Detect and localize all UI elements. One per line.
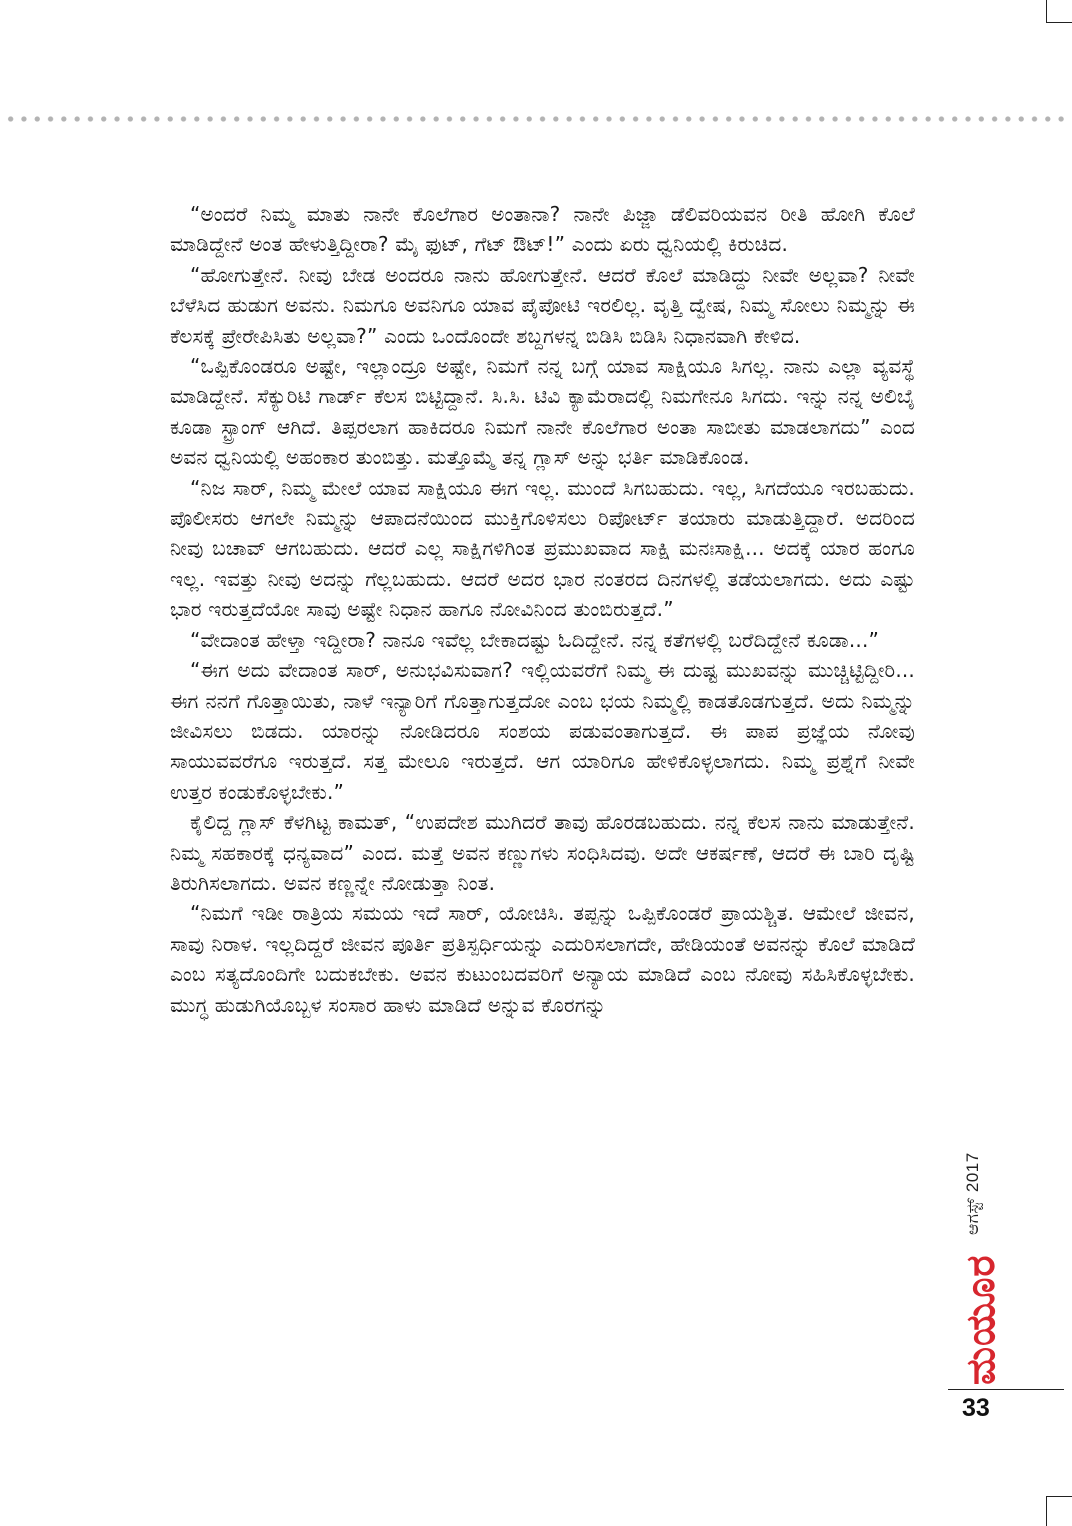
paragraph: “ಈಗ ಅದು ವೇದಾಂತ ಸಾರ್, ಅನುಭವಿಸುವಾಗ? ಇಲ್ಲಿಯವರೆಗೆ ನಿಮ್ಮ ಈ ದುಷ್ಟ ಮುಖವನ್ನು ಮುಚ್ಚಿಟ್ಟಿದ್ದೀರಿ... ಈಗ ನನಗೆ ಗೊತ್ತಾಯಿತು, ನಾಳೆ ಇನ್ಯಾರಿಗೆ ಗೊತ್ತಾಗುತ್ತದೋ ಎಂಬ ಭಯ ನಿಮ್ಮಲ್ಲಿ ಕಾಡತೊಡಗುತ್ತದೆ. ಅದು ನಿಮ್ಮನ್ನು ಜೀವಿಸಲು ಬಿಡದು. ಯಾರನ್ನು ನೋಡಿದರೂ ಸಂಶಯ ಪಡುವಂತಾಗುತ್ತದೆ. ಈ ಪಾಪ ಪ್ರಜ್ಞೆಯ ನೋವು ಸಾಯುವವರೆಗೂ ಇರುತ್ತದೆ. ಸತ್ತ ಮೇಲೂ ಇರುತ್ತದೆ. ಆಗ ಯಾರಿಗೂ ಹೇಳಿಕೊಳ್ಳಲಾಗದು. ನಿಮ್ಮ ಪ್ರಶ್ನೆಗೆ ನೀವೇ ಉತ್ತರ ಕಂಡುಕೊಳ್ಳಬೇಕು.” [170,658,915,804]
crop-mark-bottom [1046,1496,1072,1526]
magazine-masthead: ಮಯೂರ [958,1254,1004,1385]
paragraph: “ಹೋಗುತ್ತೇನೆ. ನೀವು ಬೇಡ ಅಂದರೂ ನಾನು ಹೋಗುತ್ತೇನೆ. ಆದರೆ ಕೊಲೆ ಮಾಡಿದ್ದು ನೀವೇ ಅಲ್ಲವಾ? ನೀವೇ ಬೆಳೆಸಿದ ಹುಡುಗ ಅವನು. ನಿಮಗೂ ಅವನಿಗೂ ಯಾವ ಪೈಪೋಟಿ ಇರಲಿಲ್ಲ. ವೃತ್ತಿ ದ್ವೇಷ, ನಿಮ್ಮ ಸೋಲು ನಿಮ್ಮನ್ನು ಈ ಕೆಲಸಕ್ಕೆ ಪ್ರೇರೇಪಿಸಿತು ಅಲ್ಲವಾ?” ಎಂದು ಒಂದೊಂದೇ ಶಬ್ದಗಳನ್ನ ಬಿಡಿಸಿ ಬಿಡಿಸಿ ನಿಧಾನವಾಗಿ ಕೇಳಿದ. [170,262,915,348]
crop-mark-top [1046,0,1072,23]
paragraph: “ಒಪ್ಪಿಕೊಂಡರೂ ಅಷ್ಟೇ, ಇಲ್ಲಾಂದ್ರೂ ಅಷ್ಟೇ, ನಿಮಗೆ ನನ್ನ ಬಗ್ಗೆ ಯಾವ ಸಾಕ್ಷಿಯೂ ಸಿಗಲ್ಲ. ನಾನು ಎಲ್ಲಾ ವ್ಯವಸ್ಥೆ ಮಾಡಿದ್ದೇನೆ. ಸೆಕ್ಯುರಿಟಿ ಗಾರ್ಡ್ ಕೆಲಸ ಬಿಟ್ಟಿದ್ದಾನೆ. ಸಿ.ಸಿ. ಟಿವಿ ಕ್ಯಾಮೆರಾದಲ್ಲಿ ನಿಮಗೇನೂ ಸಿಗದು. ಇನ್ನು ನನ್ನ ಅಲಿಬೈ ಕೂಡಾ ಸ್ಟ್ರಾಂಗ್ ಆಗಿದೆ. ತಿಪ್ಪರಲಾಗ ಹಾಕಿದರೂ ನಿಮಗೆ ನಾನೇ ಕೊಲೆಗಾರ ಅಂತಾ ಸಾಬೀತು ಮಾಡಲಾಗದು” ಎಂದ ಅವನ ಧ್ವನಿಯಲ್ಲಿ ಅಹಂಕಾರ ತುಂಬಿತ್ತು. ಮತ್ತೊಮ್ಮೆ ತನ್ನ ಗ್ಲಾಸ್ ಅನ್ನು ಭರ್ತಿ ಮಾಡಿಕೊಂಡ. [170,354,915,470]
paragraph: “ಅಂದರೆ ನಿಮ್ಮ ಮಾತು ನಾನೇ ಕೊಲೆಗಾರ ಅಂತಾನಾ? ನಾನೇ ಪಿಜ್ಜಾ ಡೆಲಿವರಿಯವನ ರೀತಿ ಹೋಗಿ ಕೊಲೆ ಮಾಡಿದ್ದೇನೆ ಅಂತ ಹೇಳುತ್ತಿದ್ದೀರಾ? ಮೈ ಫುಟ್, ಗೆಟ್ ಔಟ್!” ಎಂದು ಏರು ಧ್ವನಿಯಲ್ಲಿ ಕಿರುಚಿದ. [170,202,915,257]
issue-date: ಆಗಸ್ಟ್ 2017 [963,1152,982,1235]
paragraph: ಕೈಲಿದ್ದ ಗ್ಲಾಸ್ ಕೆಳಗಿಟ್ಟ ಕಾಮತ್, “ಉಪದೇಶ ಮುಗಿದರೆ ತಾವು ಹೊರಡಬಹುದು. ನನ್ನ ಕೆಲಸ ನಾನು ಮಾಡುತ್ತೇನೆ. ನಿಮ್ಮ ಸಹಕಾರಕ್ಕೆ ಧನ್ಯವಾದ” ಎಂದ. ಮತ್ತೆ ಅವನ ಕಣ್ಣುಗಳು ಸಂಧಿಸಿದವು. ಅದೇ ಆಕರ್ಷಣೆ, ಆದರೆ ಈ ಬಾರಿ ದೃಷ್ಟಿ ತಿರುಗಿಸಲಾಗದು. ಅವನ ಕಣ್ಣನ್ನೇ ನೋಡುತ್ತಾ ನಿಂತ. [170,810,915,895]
article-body [170,199,915,1020]
paragraph: “ನಿಜ ಸಾರ್, ನಿಮ್ಮ ಮೇಲೆ ಯಾವ ಸಾಕ್ಷಿಯೂ ಈಗ ಇಲ್ಲ. ಮುಂದೆ ಸಿಗಬಹುದು. ಇಲ್ಲ, ಸಿಗದೆಯೂ ಇರಬಹುದು. ಪೊಲೀಸರು ಆಗಲೇ ನಿಮ್ಮನ್ನು ಆಪಾದನೆಯಿಂದ ಮುಕ್ತಿಗೊಳಿಸಲು ರಿಪೋರ್ಟ್ ತಯಾರು ಮಾಡುತ್ತಿದ್ದಾರೆ. ಅದರಿಂದ ನೀವು ಬಚಾವ್ ಆಗಬಹುದು. ಆದರೆ ಎಲ್ಲ ಸಾಕ್ಷಿಗಳಿಗಿಂತ ಪ್ರಮುಖವಾದ ಸಾಕ್ಷಿ ಮನಃಸಾಕ್ಷಿ... ಅದಕ್ಕೆ ಯಾರ ಹಂಗೂ ಇಲ್ಲ. ಇವತ್ತು ನೀವು ಅದನ್ನು ಗೆಲ್ಲಬಹುದು. ಆದರೆ ಅದರ ಭಾರ ನಂತರದ ದಿನಗಳಲ್ಲಿ ತಡೆಯಲಾಗದು. ಅದು ಎಷ್ಟು ಭಾರ ಇರುತ್ತದೆಯೋ ಸಾವು ಅಷ್ಟೇ ನಿಧಾನ ಹಾಗೂ ನೋವಿನಿಂದ ತುಂಬಿರುತ್ತದೆ.” [170,475,915,622]
page-number: 33 [962,1394,990,1422]
paragraph: “ವೇದಾಂತ ಹೇಳ್ತಾ ಇದ್ದೀರಾ? ನಾನೂ ಇವೆಲ್ಲ ಬೇಕಾದಷ್ಟು ಓದಿದ್ದೇನೆ. ನನ್ನ ಕತೆಗಳಲ್ಲಿ ಬರೆದಿದ್ದೇನೆ ಕೂಡಾ...” [190,627,880,652]
folio-rule [948,1389,1064,1390]
dotted-header-rule [4,115,1068,123]
paragraph: “ನಿಮಗೆ ಇಡೀ ರಾತ್ರಿಯ ಸಮಯ ಇದೆ ಸಾರ್, ಯೋಚಿಸಿ. ತಪ್ಪನ್ನು ಒಪ್ಪಿಕೊಂಡರೆ ಪ್ರಾಯಶ್ಚಿತ. ಆಮೇಲೆ ಜೀವನ, ಸಾವು ನಿರಾಳ. ಇಲ್ಲದಿದ್ದರೆ ಜೀವನ ಪೂರ್ತಿ ಪ್ರತಿಸ್ಪರ್ಧಿಯನ್ನು ಎದುರಿಸಲಾಗದೇ, ಹೇಡಿಯಂತೆ ಅವನನ್ನು ಕೊಲೆ ಮಾಡಿದೆ ಎಂಬ ಸತ್ಯದೊಂದಿಗೇ ಬದುಕಬೇಕು. ಅವನ ಕುಟುಂಬದವರಿಗೆ ಅನ್ಯಾಯ ಮಾಡಿದೆ ಎಂಬ ನೋವು ಸಹಿಸಿಕೊಳ್ಳಬೇಕು. ಮುಗ್ಧ ಹುಡುಗಿಯೊಬ್ಬಳ ಸಂಸಾರ ಹಾಳು ಮಾಡಿದೆ ಅನ್ನುವ ಕೊರಗನ್ನು [170,901,915,1017]
